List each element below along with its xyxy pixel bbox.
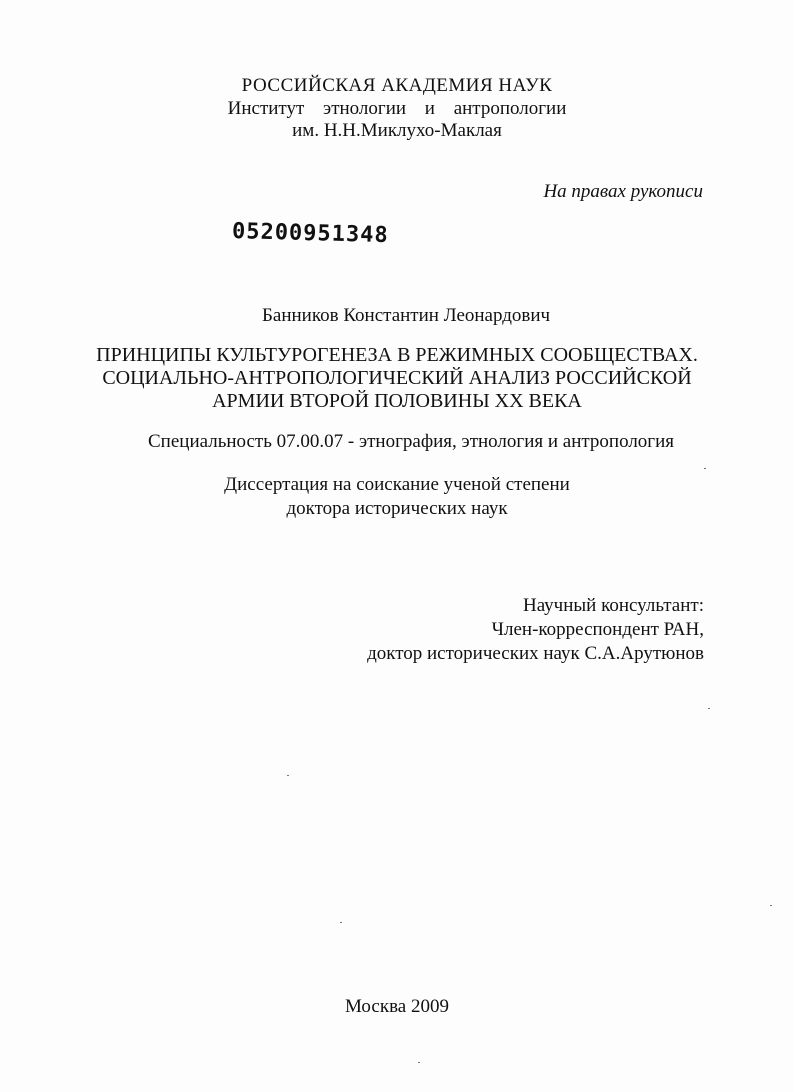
- manuscript-note: На правах рукописи: [543, 181, 703, 202]
- specialty: Специальность 07.00.07 - этнография, этнология и антропология: [148, 431, 675, 452]
- author-name: Банников Константин Леонардович: [262, 305, 551, 326]
- city-year: Москва 2009: [345, 996, 449, 1017]
- institute-name: Институт этнологии и антропологии: [227, 98, 567, 119]
- title-line-1: ПРИНЦИПЫ КУЛЬТУРОГЕНЕЗА В РЕЖИМНЫХ СООБЩЕСТВАХ.: [96, 344, 698, 366]
- scan-speck: [340, 922, 342, 923]
- stamp-number: 05200951348: [231, 219, 389, 249]
- consultant-block: [367, 594, 704, 666]
- scan-speck: [708, 708, 710, 709]
- scan-speck: [770, 905, 772, 906]
- consultant-label: Научный консультант:: [522, 595, 704, 616]
- consultant-name: доктор исторических наук С.А.Арутюнов: [367, 643, 704, 664]
- scan-speck: [418, 1062, 420, 1063]
- degree-line-1: Диссертация на соискание ученой степени: [224, 474, 570, 495]
- title-line-3: АРМИИ ВТОРОЙ ПОЛОВИНЫ XX ВЕКА: [212, 390, 582, 412]
- consultant-rank: Член-корреспондент РАН,: [491, 619, 704, 640]
- title-line-2: СОЦИАЛЬНО-АНТРОПОЛОГИЧЕСКИЙ АНАЛИЗ РОССИЙСКОЙ: [102, 367, 692, 389]
- institute-named-after: им. Н.Н.Миклухо-Маклая: [292, 120, 502, 141]
- scan-speck: [704, 468, 706, 469]
- dissertation-title: [0, 344, 794, 413]
- scan-speck: [287, 775, 289, 776]
- degree-statement: [0, 473, 794, 521]
- degree-line-2: доктора исторических наук: [286, 498, 508, 519]
- academy-title: РОССИЙСКАЯ АКАДЕМИЯ НАУК: [241, 75, 553, 96]
